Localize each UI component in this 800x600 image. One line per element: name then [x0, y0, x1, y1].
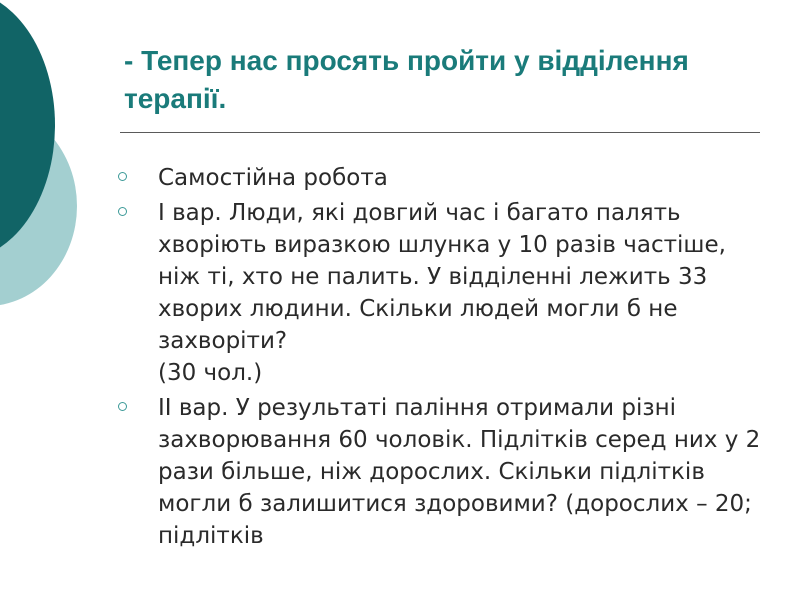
- bullet-list: [118, 162, 768, 555]
- hollow-circle-bullet-icon: [118, 402, 127, 411]
- bullet-item-independent-work: [118, 162, 768, 194]
- bullet-text: Самостійна робота: [158, 165, 388, 191]
- title-divider: [120, 132, 760, 133]
- slide-title: - Тепер нас просять пройти у відділення терапії.: [124, 45, 689, 114]
- bullet-text: І вар. Люди, які довгий час і багато палять хворіють виразкою шлунка у 10 разів частіше, ніж ті, хто не палить. У відділенні лежить 33 хворих людини. Скільки людей могли б не захворіти? (30 чол.): [158, 200, 726, 386]
- bullet-item-variant-1: [118, 197, 768, 389]
- hollow-circle-bullet-icon: [118, 207, 127, 216]
- bullet-item-variant-2: [118, 392, 768, 552]
- hollow-circle-bullet-icon: [118, 172, 127, 181]
- bullet-text: ІІ вар. У результаті паління отримали різні захворювання 60 чоловік. Підлітків серед них у 2 рази більше, ніж дорослих. Скільки підлітків могли б залишитися здоровими? (дорослих – 20; підлітків: [158, 395, 761, 549]
